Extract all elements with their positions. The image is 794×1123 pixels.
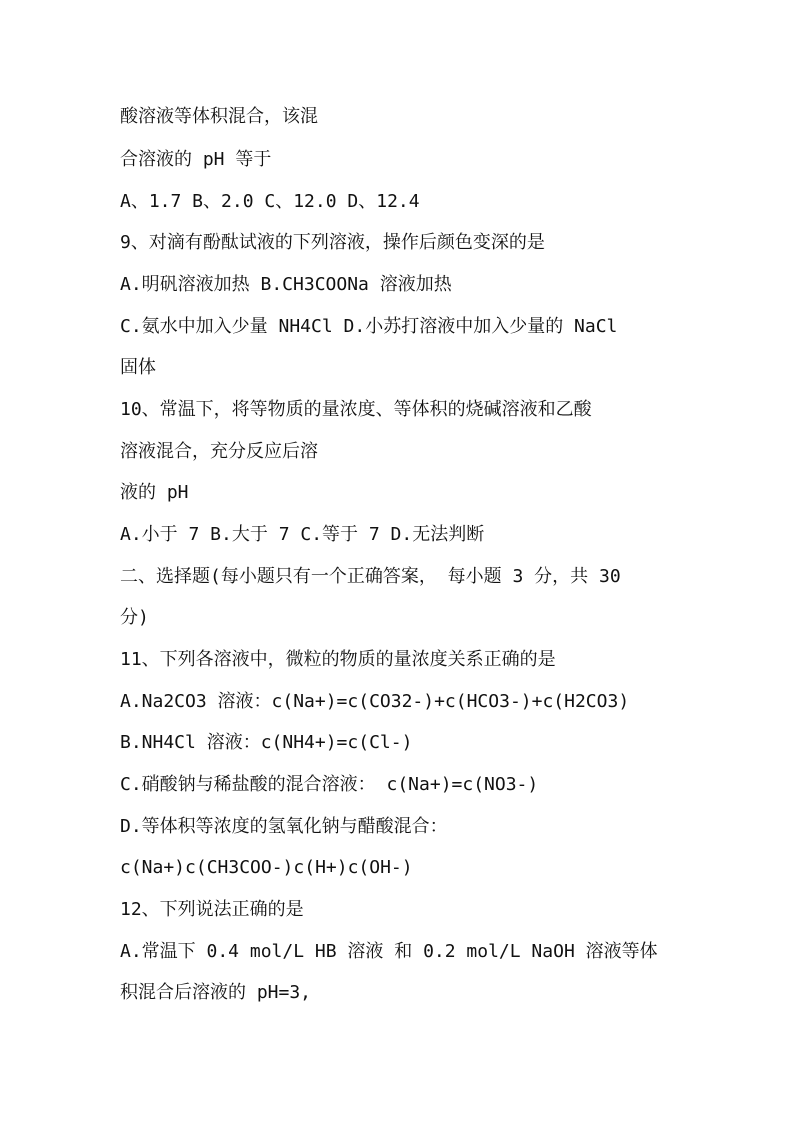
- text-line: A.常温下 0.4 mol/L HB 溶液 和 0.2 mol/L NaOH 溶液等体: [120, 941, 658, 962]
- section-heading: 二、选择题(每小题只有一个正确答案， 每小题 3 分，共 30: [120, 566, 621, 587]
- question-10-stem: 10、常温下，将等物质的量浓度、等体积的烧碱溶液和乙酸: [120, 399, 592, 420]
- question-9-stem: 9、对滴有酚酞试液的下列溶液，操作后颜色变深的是: [120, 232, 545, 253]
- text-line: A.Na2CO3 溶液：c(Na+)=c(CO32-)+c(HCO3-)+c(H2CO3): [120, 691, 630, 712]
- text-line: 酸溶液等体积混合，该混: [120, 106, 318, 127]
- text-line: 液的 pH: [120, 482, 189, 503]
- question-11-stem: 11、下列各溶液中，微粒的物质的量浓度关系正确的是: [120, 649, 556, 670]
- text-line: C.硝酸钠与稀盐酸的混合溶液： c(Na+)=c(NO3-): [120, 774, 539, 795]
- text-line: A、1.7 B、2.0 C、12.0 D、12.4: [120, 191, 420, 212]
- text-line: B.NH4Cl 溶液：c(NH4+)=c(Cl-): [120, 732, 413, 753]
- text-line: 分): [120, 607, 149, 628]
- question-12-stem: 12、下列说法正确的是: [120, 899, 304, 920]
- text-line: C.氨水中加入少量 NH4Cl D.小苏打溶液中加入少量的 NaCl: [120, 316, 618, 337]
- text-line: D.等体积等浓度的氢氧化钠与醋酸混合：: [120, 816, 448, 837]
- text-line: A.小于 7 B.大于 7 C.等于 7 D.无法判断: [120, 524, 485, 545]
- text-line: 积混合后溶液的 pH=3,: [120, 982, 312, 1003]
- text-line: A.明矾溶液加热 B.CH3COONa 溶液加热: [120, 274, 452, 295]
- text-line: 合溶液的 pH 等于: [120, 149, 272, 170]
- text-line: c(Na+)c(CH3COO-)c(H+)c(OH-): [120, 857, 413, 878]
- text-line: 固体: [120, 357, 156, 378]
- text-line: 溶液混合，充分反应后溶: [120, 441, 318, 462]
